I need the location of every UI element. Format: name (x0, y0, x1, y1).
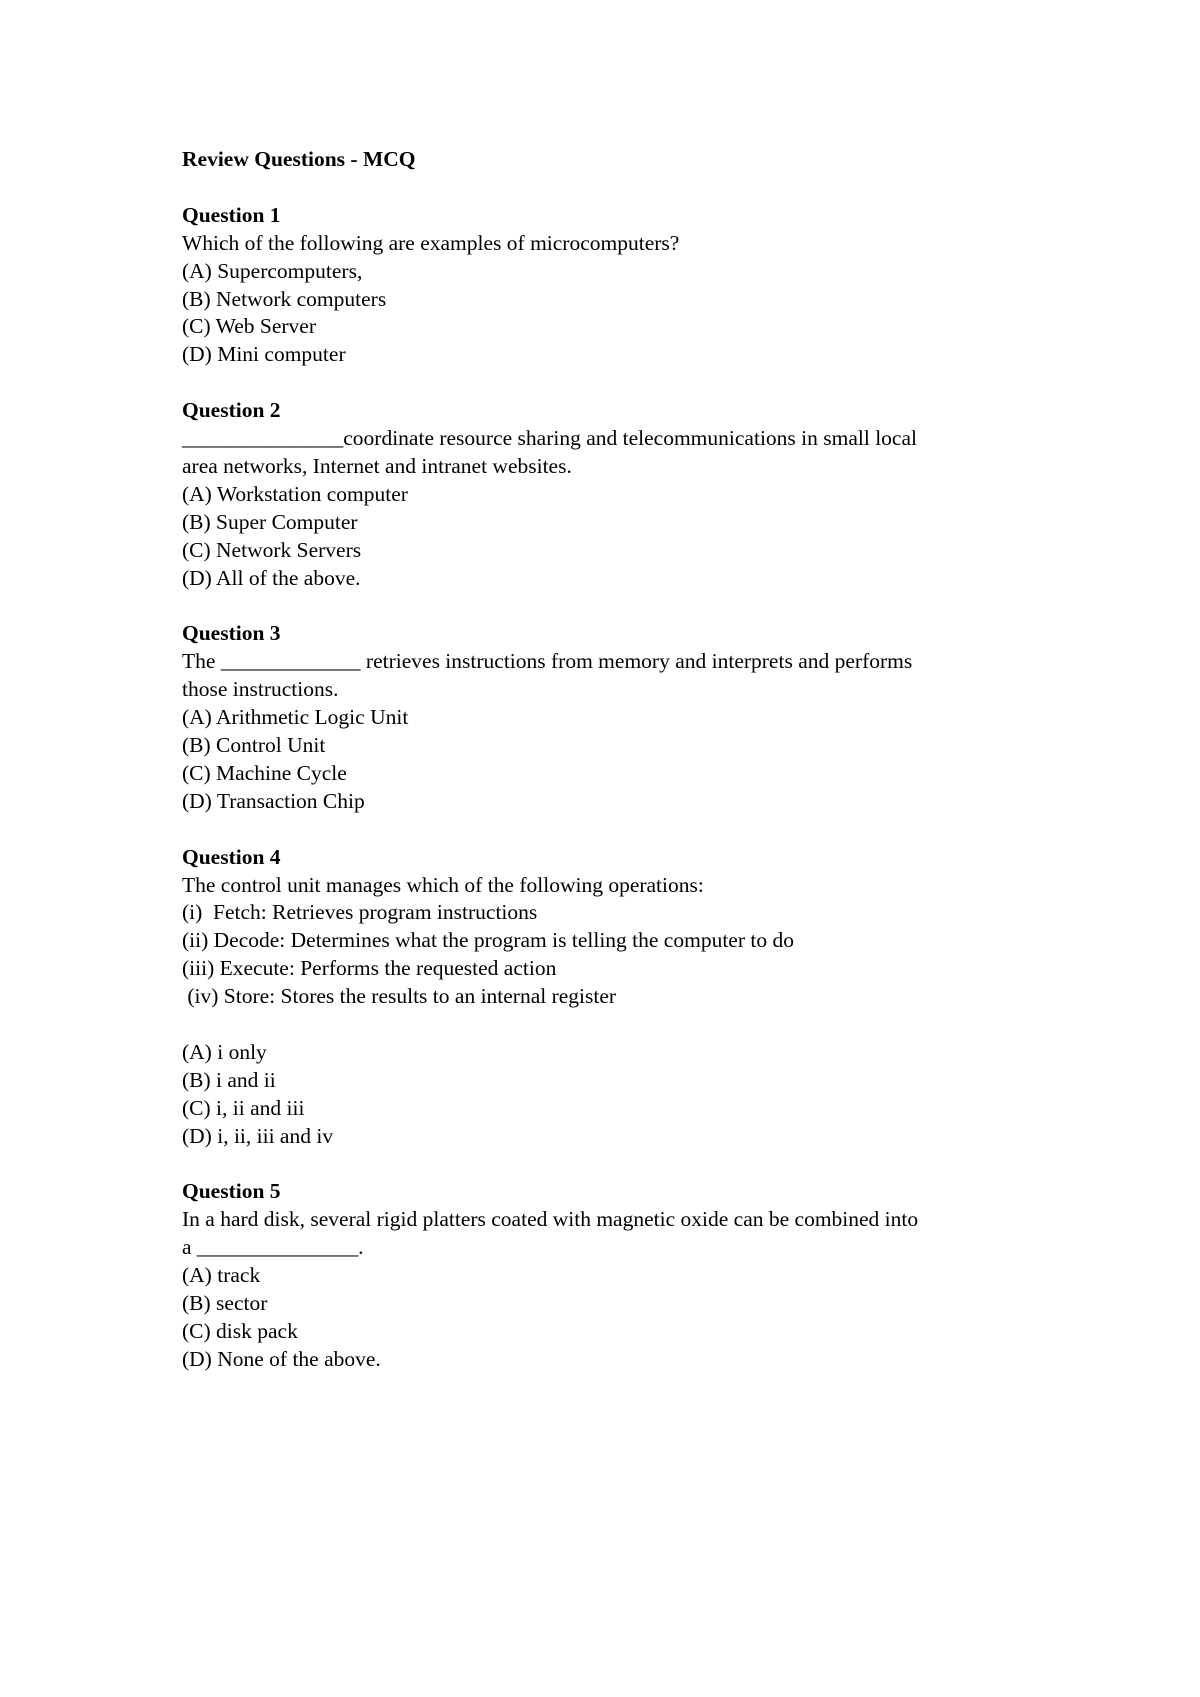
answer-option: (A) track (182, 1263, 261, 1288)
question-3 (182, 620, 1062, 815)
answer-option: (C) disk pack (182, 1318, 298, 1343)
question-stem-line: area networks, Internet and intranet websites. (182, 453, 572, 478)
answer-option: (B) sector (182, 1291, 268, 1316)
question-heading: Question 1 (182, 202, 281, 227)
question-stem-line: (ii) Decode: Determines what the program is telling the computer to do (182, 928, 794, 953)
question-stem-line: those instructions. (182, 677, 339, 702)
document-title: Review Questions - MCQ (182, 147, 416, 171)
question-stem-line: _______________coordinate resource sharing and telecommunications in small local (182, 426, 917, 451)
answer-option: (B) i and ii (182, 1067, 276, 1092)
answer-option: (A) Workstation computer (182, 481, 408, 506)
question-1 (182, 202, 1062, 369)
blank-line (182, 1011, 1062, 1039)
question-stem-line: Which of the following are examples of microcomputers? (182, 230, 680, 255)
answer-option: (D) i, ii, iii and iv (182, 1123, 334, 1148)
document-page (182, 146, 1062, 1402)
question-heading: Question 2 (182, 398, 281, 423)
answer-option: (B) Control Unit (182, 732, 326, 757)
question-stem-line: In a hard disk, several rigid platters coated with magnetic oxide can be combined into (182, 1207, 919, 1232)
answer-option: (D) All of the above. (182, 565, 361, 590)
answer-option: (C) Web Server (182, 314, 316, 339)
answer-option: (A) i only (182, 1039, 267, 1064)
answer-option: (D) None of the above. (182, 1346, 381, 1371)
answer-option: (D) Transaction Chip (182, 788, 365, 813)
question-stem-line: (i) Fetch: Retrieves program instructions (182, 900, 538, 925)
question-heading: Question 4 (182, 844, 281, 869)
answer-option: (A) Supercomputers, (182, 258, 363, 283)
question-stem-line: (iii) Execute: Performs the requested action (182, 956, 557, 981)
question-heading: Question 5 (182, 1179, 281, 1204)
question-5 (182, 1178, 1062, 1373)
question-stem-line: a _______________. (182, 1235, 364, 1260)
answer-option: (D) Mini computer (182, 342, 346, 367)
answer-option: (C) Network Servers (182, 537, 362, 562)
question-4 (182, 844, 1062, 1151)
answer-option: (C) Machine Cycle (182, 760, 347, 785)
answer-option: (A) Arithmetic Logic Unit (182, 705, 409, 730)
question-stem-line: The _____________ retrieves instructions from memory and interprets and performs (182, 649, 913, 674)
question-stem-line: (iv) Store: Stores the results to an internal register (182, 984, 617, 1009)
question-stem-line: The control unit manages which of the following operations: (182, 872, 704, 897)
answer-option: (B) Super Computer (182, 509, 358, 534)
question-heading: Question 3 (182, 621, 281, 646)
answer-option: (B) Network computers (182, 286, 387, 311)
question-2 (182, 397, 1062, 592)
answer-option: (C) i, ii and iii (182, 1095, 305, 1120)
